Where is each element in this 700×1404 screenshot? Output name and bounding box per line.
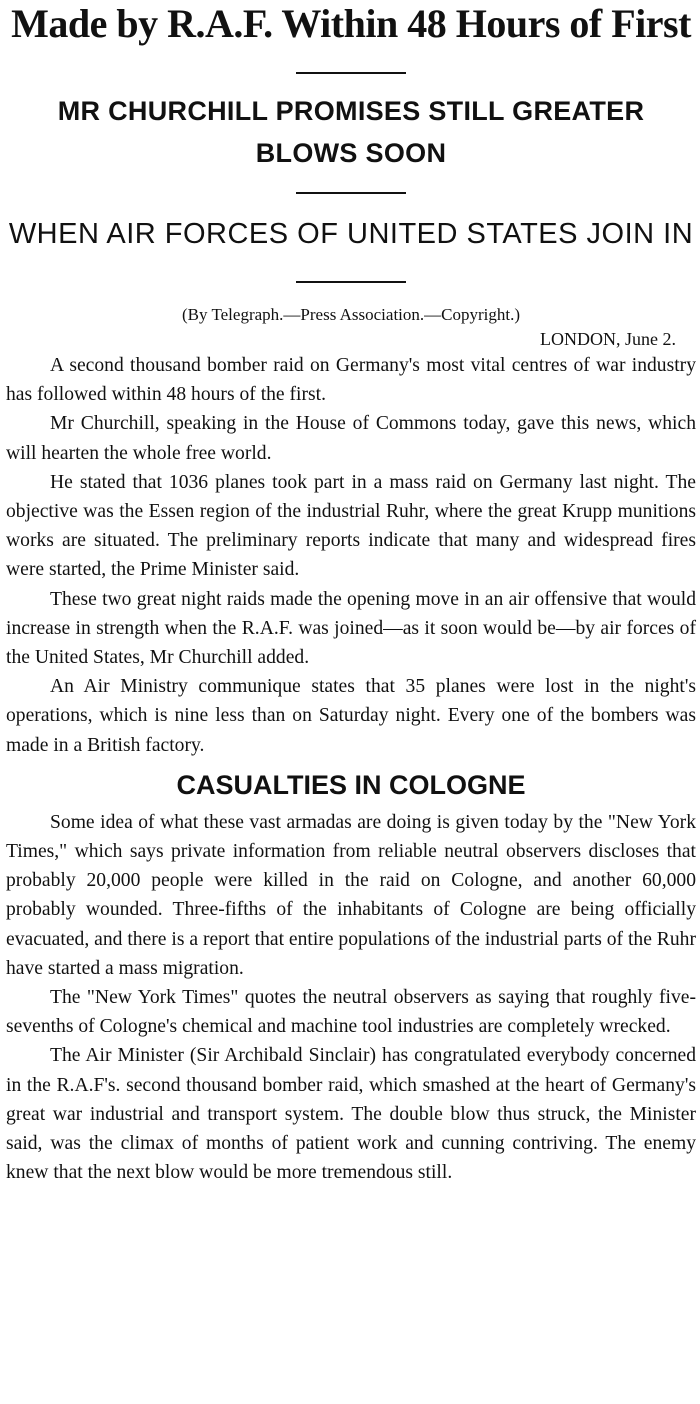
subheadline: MR CHURCHILL PROMISES STILL GREATER BLOWS SOON (57, 96, 645, 168)
article-body (6, 351, 696, 760)
paragraph: The Air Minister (Sir Archibald Sinclair) has congratulated everybody concerned in the R.A.F's. second thousand bomber raid, which smashed at the heart of Germany's great war industrial and transport system. The double blow thus struck, the Minister said, was the climax of months of patient work and cunning contriving. The enemy knew that the next blow would be more tremendous still. (6, 1045, 696, 1184)
paragraph: The "New York Times" quotes the neutral observers as saying that roughly five-sevenths of Cologne's chemical and machine tool industries are completely wrecked. (6, 987, 696, 1038)
headline: Made by R.A.F. Within 48 Hours of First (11, 1, 691, 46)
paragraph: Mr Churchill, speaking in the House of Commons today, gave this news, which will hearten the whole free world. (6, 413, 696, 464)
paragraph: An Air Ministry communique states that 35 planes were lost in the night's operations, which is nine less than on Saturday night. Every one of the bombers was made in a British factory. (6, 676, 696, 756)
section-heading: CASUALTIES IN COLOGNE (176, 769, 526, 800)
secondary-subheadline: WHEN AIR FORCES OF UNITED STATES JOIN IN (8, 218, 694, 250)
paragraph: He stated that 1036 planes took part in a mass raid on Germany last night. The objective was the Essen region of the industrial Ruhr, where the great Krupp munitions works are situated. The preliminary reports indicate that many and widespread fires were started, the Prime Minister said. (6, 471, 696, 581)
dateline: LONDON, June 2. (540, 329, 676, 349)
divider-rule (296, 281, 406, 283)
paragraph: A second thousand bomber raid on Germany's most vital centres of war industry has followed within 48 hours of the first. (6, 355, 696, 406)
paragraph: These two great night raids made the opening move in an air offensive that would increase in strength when the R.A.F. was joined—as it soon would be—by air forces of the United States, Mr Churchill added. (6, 588, 696, 669)
article-body-continued (6, 808, 696, 1188)
divider-rule (296, 192, 406, 194)
paragraph: Some idea of what these vast armadas are doing is given today by the "New York Times," which says private information from reliable neutral observers discloses that probably 20,000 people were killed in the raid on Cologne, and another 60,000 probably wounded. Three-fifths of the inhabitants of Cologne are being officially evacuated, and there is a report that entire populations of the industrial parts of the Ruhr have started a mass migration. (6, 811, 696, 979)
divider-rule (296, 72, 406, 74)
byline: (By Telegraph.—Press Association.—Copyright.) (182, 305, 520, 324)
